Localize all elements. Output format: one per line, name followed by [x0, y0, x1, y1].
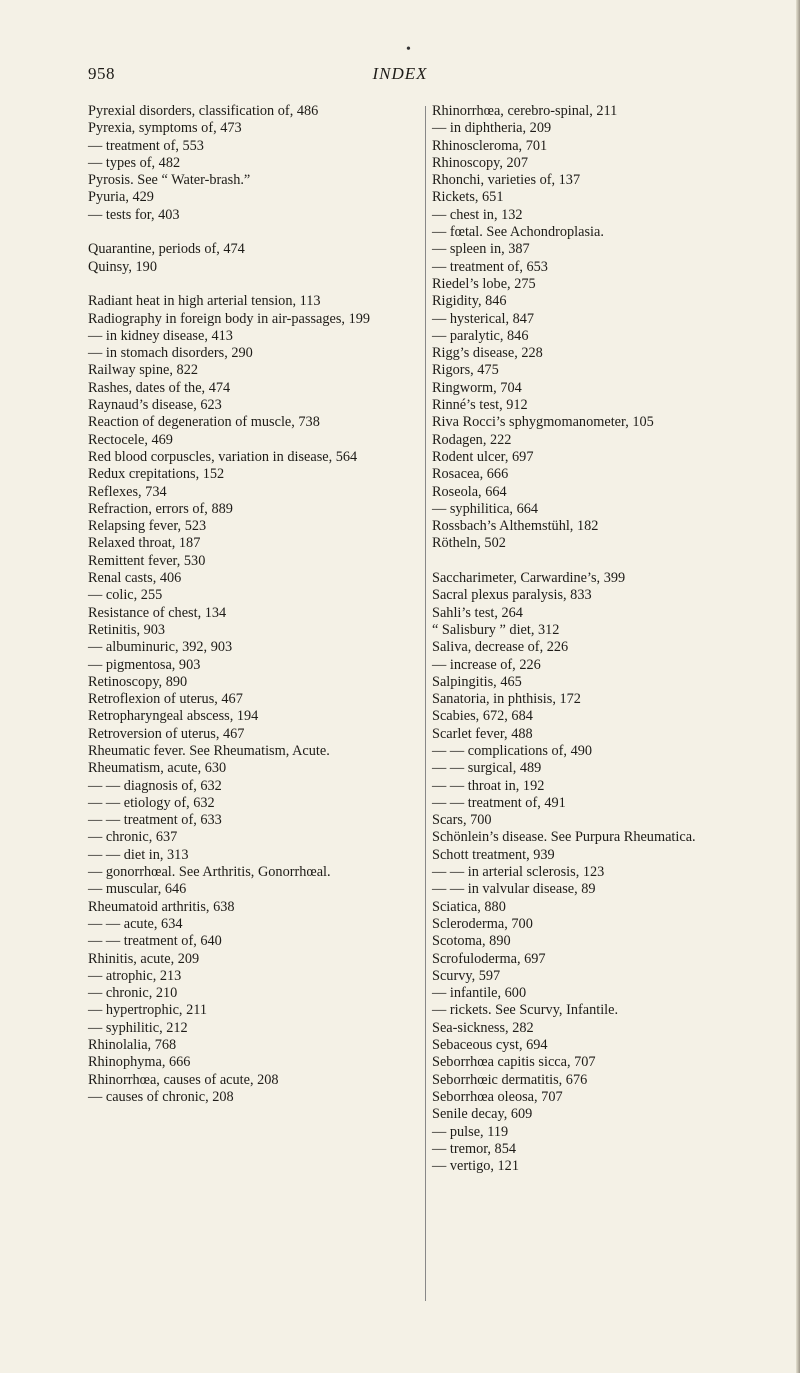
index-entry: — — throat in, 192	[432, 777, 545, 794]
index-entry: — treatment of, 553	[88, 137, 204, 154]
index-entry: — colic, 255	[88, 587, 163, 604]
index-entry: — fœtal. See Achondroplasia.	[432, 224, 604, 241]
index-entry: — pigmentosa, 903	[88, 656, 201, 673]
index-entry: — treatment of, 653	[432, 258, 548, 275]
index-entry: Quarantine, periods of, 474	[88, 241, 245, 258]
index-entry: Rhinolalia, 768	[88, 1037, 177, 1054]
index-entry: — chronic, 210	[88, 985, 178, 1002]
index-entry: Rhinorrhœa, causes of acute, 208	[88, 1071, 279, 1088]
index-entry: — — in arterial sclerosis, 123	[432, 864, 605, 881]
index-entry: Retroversion of uterus, 467	[88, 725, 245, 742]
index-entry: Rheumatic fever. See Rheumatism, Acute.	[88, 742, 330, 759]
index-entry: Rheumatism, acute, 630	[88, 760, 227, 777]
index-entry: — — diagnosis of, 632	[88, 777, 222, 794]
index-entry: Saccharimeter, Carwardine’s, 399	[432, 570, 626, 587]
index-entry: Ringworm, 704	[432, 379, 522, 396]
left-column	[88, 103, 418, 1106]
index-entry: — in diphtheria, 209	[432, 120, 552, 137]
index-entry: Rodent ulcer, 697	[432, 448, 534, 465]
index-entry: — causes of chronic, 208	[88, 1088, 234, 1105]
index-entry: Renal casts, 406	[88, 570, 182, 587]
index-entry: Scurvy, 597	[432, 967, 501, 984]
index-entry: Schönlein’s disease. See Purpura Rheumatica.	[432, 829, 696, 846]
index-entry: Rigg’s disease, 228	[432, 345, 543, 362]
index-entry: Relapsing fever, 523	[88, 518, 207, 535]
index-entry: “ Salisbury ” diet, 312	[432, 621, 560, 638]
index-entry: Radiography in foreign body in air-passages, 199	[88, 310, 371, 327]
index-entry: — paralytic, 846	[432, 327, 529, 344]
index-entry: Remittent fever, 530	[88, 552, 206, 569]
index-entry: Sahli’s test, 264	[432, 604, 523, 621]
page-header	[88, 64, 712, 90]
index-entry: Rigidity, 846	[432, 293, 507, 310]
index-entry: Schott treatment, 939	[432, 846, 555, 863]
index-entry: Scleroderma, 700	[432, 915, 533, 932]
index-entry: Raynaud’s disease, 623	[88, 397, 222, 414]
index-entry: — in kidney disease, 413	[88, 327, 233, 344]
index-entry: Salpingitis, 465	[432, 673, 522, 690]
index-entry: Rigors, 475	[432, 362, 499, 379]
index-entry: Rossbach’s Althemstühl, 182	[432, 518, 599, 535]
index-entry: Seborrhœa oleosa, 707	[432, 1088, 563, 1105]
index-entry: Saliva, decrease of, 226	[432, 639, 569, 656]
index-entry: Rhinorrhœa, cerebro-spinal, 211	[432, 103, 618, 119]
index-entry: Riva Rocci’s sphygmomanometer, 105	[432, 414, 654, 431]
index-entry: — hysterical, 847	[432, 310, 535, 327]
ink-dot: •	[406, 42, 411, 57]
index-entry: Rheumatoid arthritis, 638	[88, 898, 235, 915]
index-entry: — chronic, 637	[88, 829, 178, 846]
index-entry: — tests for, 403	[88, 206, 180, 223]
index-entry: — — complications of, 490	[432, 742, 593, 759]
index-entry: Rickets, 651	[432, 189, 504, 206]
index-entry: Retinoscopy, 890	[88, 673, 188, 690]
index-entry: — in stomach disorders, 290	[88, 345, 253, 362]
index-entry: Quinsy, 190	[88, 258, 157, 275]
index-entry: Retroflexion of uterus, 467	[88, 691, 243, 708]
index-entry: Rosacea, 666	[432, 466, 509, 483]
index-entry: Senile decay, 609	[432, 1106, 533, 1123]
index-entry: — gonorrhœal. See Arthritis, Gonorrhœal.	[88, 864, 331, 881]
column-divider	[425, 106, 426, 1301]
index-entry: Rhinitis, acute, 209	[88, 950, 200, 967]
index-entry: Rinné’s test, 912	[432, 397, 528, 414]
index-entry: Scarlet fever, 488	[432, 725, 533, 742]
index-entry: Reaction of degeneration of muscle, 738	[88, 414, 320, 431]
index-entry: Scotoma, 890	[432, 933, 511, 950]
index-entry: Relaxed throat, 187	[88, 535, 201, 552]
index-entry: — infantile, 600	[432, 985, 527, 1002]
index-entry: Rötheln, 502	[432, 535, 506, 552]
index-entry: — — treatment of, 633	[88, 812, 222, 829]
index-entry: — increase of, 226	[432, 656, 541, 673]
index-entry: Retinitis, 903	[88, 621, 166, 638]
index-entry: Reflexes, 734	[88, 483, 167, 500]
index-entry: Retropharyngeal abscess, 194	[88, 708, 259, 725]
index-entry: Seborrhœa capitis sicca, 707	[432, 1054, 596, 1071]
index-entry: Rashes, dates of the, 474	[88, 379, 231, 396]
index-entry: — — surgical, 489	[432, 760, 542, 777]
index-entry: Resistance of chest, 134	[88, 604, 227, 621]
index-entry: Rectocele, 469	[88, 431, 173, 448]
index-entry: — — acute, 634	[88, 915, 183, 932]
index-entry: — albuminuric, 392, 903	[88, 639, 233, 656]
index-entry: Radiant heat in high arterial tension, 113	[88, 293, 321, 310]
index-entry: — types of, 482	[88, 154, 181, 171]
index-entry: Sea-sickness, 282	[432, 1019, 534, 1036]
index-entry: — — treatment of, 640	[88, 933, 222, 950]
index-entry: — tremor, 854	[432, 1140, 517, 1157]
index-entry: Railway spine, 822	[88, 362, 198, 379]
index-entry: — chest in, 132	[432, 206, 523, 223]
index-entry: Rodagen, 222	[432, 431, 512, 448]
index-entry: Rhinoscopy, 207	[432, 154, 528, 171]
index-entry: Pyrosis. See “ Water-brash.”	[88, 172, 251, 189]
index-entry: Refraction, errors of, 889	[88, 500, 233, 517]
index-entry: — spleen in, 387	[432, 241, 530, 258]
index-entry: Sacral plexus paralysis, 833	[432, 587, 592, 604]
index-entry: Pyrexial disorders, classification of, 486	[88, 103, 319, 119]
index-entry: Red blood corpuscles, variation in disease, 564	[88, 448, 358, 465]
index-entry: Scabies, 672, 684	[432, 708, 533, 725]
index-entry: Sanatoria, in phthisis, 172	[432, 691, 581, 708]
page-edge	[796, 0, 800, 1373]
index-entry: Pyuria, 429	[88, 189, 154, 206]
index-entry: Pyrexia, symptoms of, 473	[88, 120, 242, 137]
index-entry: — muscular, 646	[88, 881, 187, 898]
page-number: 958	[88, 64, 115, 83]
index-entry: Sciatica, 880	[432, 898, 506, 915]
index-entry: Seborrhœic dermatitis, 676	[432, 1071, 588, 1088]
index-entry: Rhonchi, varieties of, 137	[432, 172, 581, 189]
index-entry: Scrofuloderma, 697	[432, 950, 546, 967]
index-entry: Roseola, 664	[432, 483, 507, 500]
index-entry: — — treatment of, 491	[432, 794, 566, 811]
right-column	[432, 103, 732, 1175]
index-entry: Rhinoscleroma, 701	[432, 137, 548, 154]
index-entry: — — diet in, 313	[88, 846, 189, 863]
index-entry: — pulse, 119	[432, 1123, 509, 1140]
index-entry: Riedel’s lobe, 275	[432, 275, 536, 292]
index-entry: — atrophic, 213	[88, 967, 182, 984]
index-entry: — rickets. See Scurvy, Infantile.	[432, 1002, 619, 1019]
index-entry: — syphilitic, 212	[88, 1019, 188, 1036]
index-entry: — vertigo, 121	[432, 1158, 519, 1175]
running-title: INDEX	[372, 64, 428, 83]
index-entry: Rhinophyma, 666	[88, 1054, 191, 1071]
index-entry: — — etiology of, 632	[88, 794, 215, 811]
index-entry: Redux crepitations, 152	[88, 466, 225, 483]
index-entry: — hypertrophic, 211	[88, 1002, 207, 1019]
index-entry: Sebaceous cyst, 694	[432, 1037, 548, 1054]
index-entry: — syphilitica, 664	[432, 500, 539, 517]
index-entry: Scars, 700	[432, 812, 492, 829]
index-entry: — — in valvular disease, 89	[432, 881, 596, 898]
